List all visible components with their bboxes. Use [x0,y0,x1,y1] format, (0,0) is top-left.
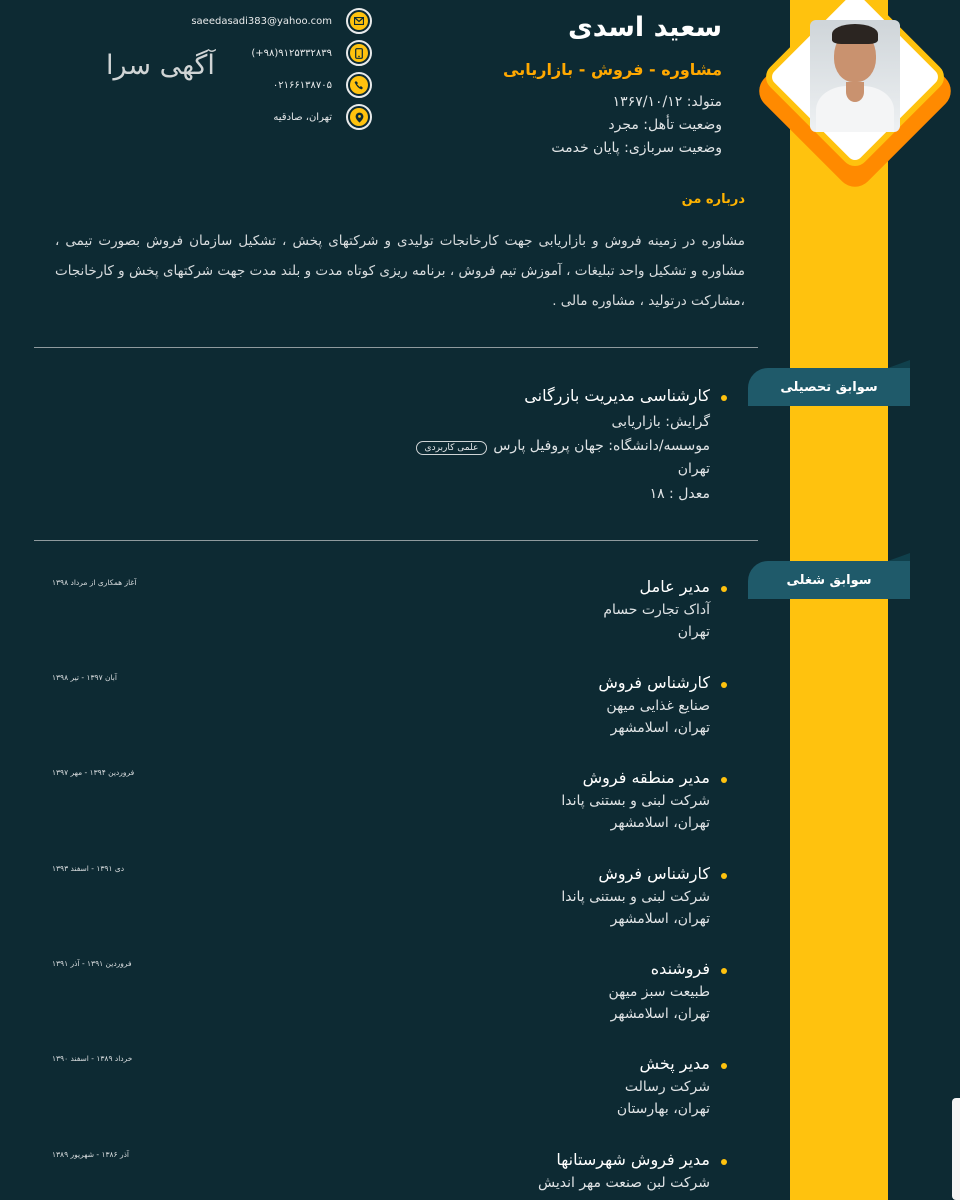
mobile-text[interactable]: (+۹۸)۹۱۲۵۳۳۲۸۳۹ [251,47,332,59]
job-date: آبان ۱۳۹۷ - تیر ۱۳۹۸ [52,673,117,682]
job-company: آداک تجارت حسام [603,602,710,618]
bullet [721,395,727,401]
job-city: تهران، اسلامشهر [610,911,710,927]
job-entry [538,1150,710,1191]
degree-institute: موسسه/دانشگاه: جهان پروفیل پارس [493,438,710,454]
contact-email[interactable] [191,8,372,34]
degree-field: گرایش: بازاریابی [611,414,710,430]
photo-neck [846,82,864,102]
job-entry [608,959,710,1022]
job-role: کارشناس فروش [598,673,710,692]
education-heading: سوابق تحصیلی [748,368,910,406]
job-company: شرکت لبن صنعت مهر اندیش [538,1175,710,1191]
location-pin-icon [346,104,372,130]
job-date: آغاز همکاری از مرداد ۱۳۹۸ [52,578,137,587]
job-city: تهران، اسلامشهر [610,815,710,831]
watermark: آگهی سرا [106,50,215,81]
bullet [721,873,727,879]
job-company: شرکت رسالت [624,1079,710,1095]
job-city: تهران [677,624,710,640]
job-entry [598,673,710,736]
contact-mobile[interactable] [251,40,372,66]
birth-date: متولد: ۱۳۶۷/۱۰/۱۲ [612,94,722,110]
photo-hair [832,24,878,44]
job-company: طبیعت سبز میهن [608,984,710,1000]
email-icon [346,8,372,34]
degree-title: کارشناسی مدیریت بازرگانی [524,386,710,405]
job-company: صنایع غذایی میهن [606,698,710,714]
email-text[interactable]: saeedasadi383@yahoo.com [191,15,332,27]
job-date: دی ۱۳۹۱ - اسفند ۱۳۹۳ [52,864,125,873]
job-entry [603,577,710,640]
job-date: خرداد ۱۳۸۹ - اسفند ۱۳۹۰ [52,1054,133,1063]
job-date: فروردین ۱۳۹۴ - مهر ۱۳۹۷ [52,768,135,777]
divider [34,347,758,348]
institute-badge: علمی کاربردی [416,441,488,455]
address-text: تهران، صادقیه [273,111,332,123]
about-heading: درباره من [681,192,745,207]
scrollbar[interactable] [952,1098,960,1200]
bullet [721,1159,727,1165]
ribbon-fold [888,360,910,368]
degree-gpa: معدل : ۱۸ [649,486,710,502]
job-company: شرکت لبنی و بستنی پاندا [561,889,710,905]
job-role: مدیر پخش [639,1054,710,1073]
about-text: مشاوره در زمینه فروش و بازاریابی جهت کارخانجات تولیدی و شرکتهای پخش ، تشکیل سازمان فروش بصورت تیمی ، مشاوره و تشکیل واحد تبلیغات ، آموزش تیم فروش ، برنامه ریزی کوتاه مدت و بلند مدت جهت شرکتهای پخش و کارخانجات ،مشارکت درتولید ، مشاوره مالی . [55,233,745,309]
bullet [721,682,727,688]
military-status: وضعیت سربازی: پایان خدمت [551,140,722,156]
job-role: مدیر منطقه فروش [582,768,710,787]
job-role: مدیر عامل [639,577,710,596]
mobile-icon [346,40,372,66]
job-city: تهران، اسلامشهر [610,720,710,736]
job-role: کارشناس فروش [598,864,710,883]
degree-institute-row [416,438,710,455]
phone-icon [346,72,372,98]
job-company: شرکت لبنی و بستنی پاندا [561,793,710,809]
person-title: مشاوره - فروش - بازاریابی [503,60,722,79]
marital-status: وضعیت تأهل: مجرد [608,117,722,133]
education-ribbon [748,360,910,406]
bullet [721,777,727,783]
bullet [721,586,727,592]
job-city: تهران، بهارستان [616,1101,710,1117]
job-entry [617,1054,710,1117]
profile-photo [810,20,900,132]
job-city: تهران، اسلامشهر [610,1006,710,1022]
contact-address [273,104,372,130]
job-role: فروشنده [650,959,710,978]
work-heading: سوابق شغلی [748,561,910,599]
job-date: آذر ۱۳۸۶ - شهریور ۱۳۸۹ [52,1150,130,1159]
profile-photo-frame [760,0,950,190]
bullet [721,968,727,974]
education-entry [416,386,710,502]
ribbon-fold [888,553,910,561]
job-entry [561,864,710,927]
person-name: سعید اسدی [568,12,722,43]
phone-text[interactable]: ۰۲۱۶۶۱۳۸۷۰۵ [272,79,332,91]
bullet [721,1063,727,1069]
degree-city: تهران [677,461,710,477]
job-entry [561,768,710,831]
contact-phone[interactable] [273,72,372,98]
work-ribbon [748,553,910,599]
job-role: مدیر فروش شهرستانها [556,1150,710,1169]
job-date: فروردین ۱۳۹۱ - آذر ۱۳۹۱ [52,959,132,968]
divider [34,540,758,541]
